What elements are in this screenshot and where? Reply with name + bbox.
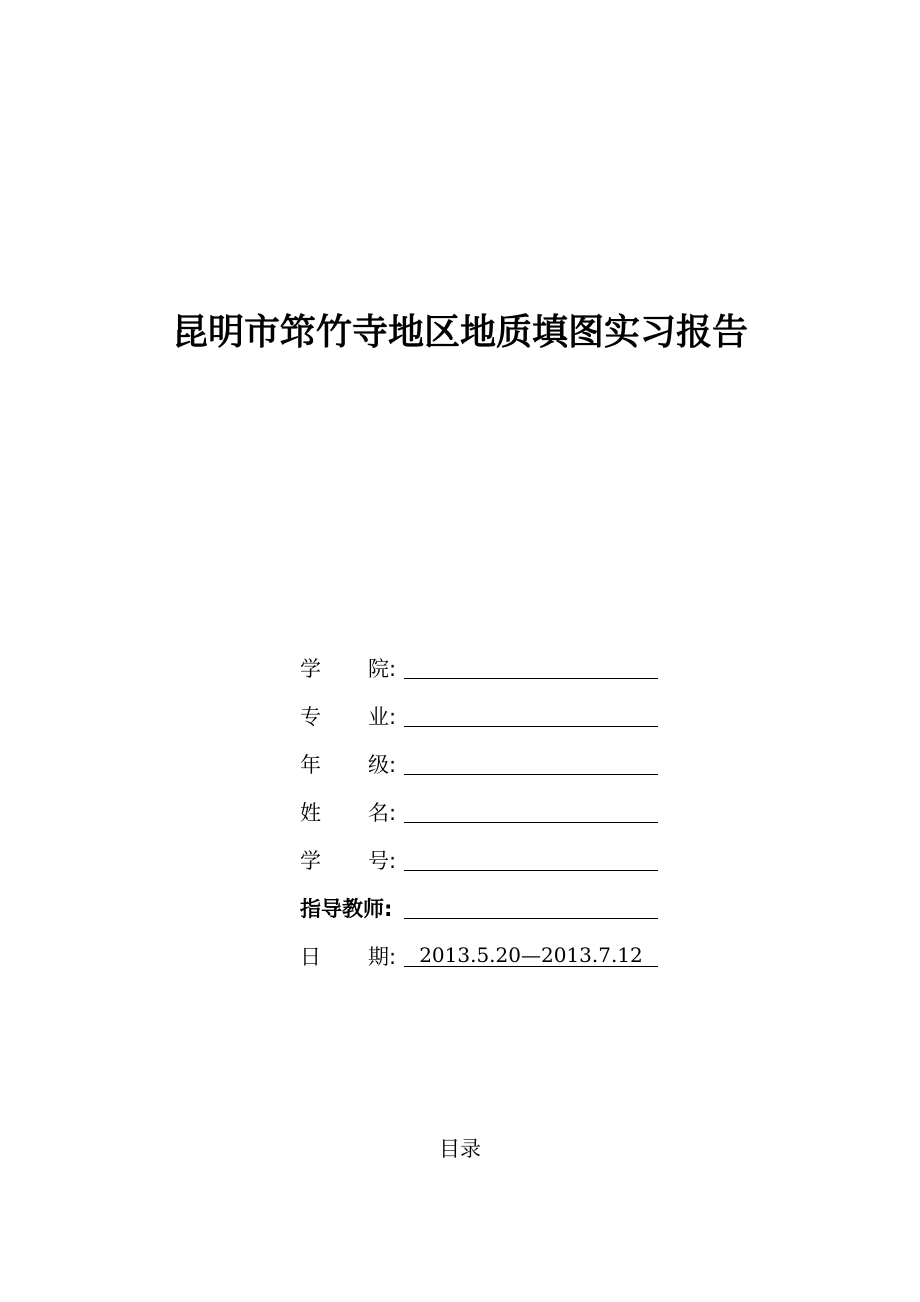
college-field[interactable]	[404, 654, 658, 679]
field-label-part-1: 姓	[300, 801, 321, 825]
field-label-part-1: 年	[300, 753, 321, 777]
field-label-part-1: 专	[300, 705, 321, 729]
field-label-part-2: 业:	[368, 705, 397, 729]
field-row-date	[298, 938, 660, 986]
cover-info-block	[298, 650, 668, 986]
field-label-part-2: 期:	[368, 945, 397, 969]
field-label-part-1: 学	[300, 849, 321, 873]
field-label	[298, 894, 402, 924]
field-label-part-2: 号:	[368, 849, 397, 873]
field-label-part-2: 级:	[368, 753, 397, 777]
field-row-major	[298, 698, 660, 746]
field-row-name	[298, 794, 660, 842]
field-label-part-1: 学	[300, 657, 321, 681]
field-label	[298, 942, 402, 972]
report-title: 昆明市筇竹寺地区地质填图实习报告	[171, 311, 748, 353]
field-label	[298, 798, 402, 828]
field-label-part-2: 院:	[368, 657, 397, 681]
name-field[interactable]	[404, 798, 658, 823]
advisor-field[interactable]	[404, 894, 658, 919]
field-row-college	[298, 650, 660, 698]
student-id-field[interactable]	[404, 846, 658, 871]
field-label	[298, 846, 402, 876]
major-field[interactable]	[404, 702, 658, 727]
field-row-grade	[298, 746, 660, 794]
field-label	[298, 702, 402, 732]
field-label	[298, 750, 402, 780]
field-label-part-1: 日	[300, 945, 321, 969]
field-row-student-id	[298, 842, 660, 890]
grade-field[interactable]	[404, 750, 658, 775]
field-label-full: 指导教师:	[300, 897, 393, 921]
field-label-part-2: 名:	[368, 801, 397, 825]
toc-heading: 目录	[439, 1137, 481, 1161]
field-row-advisor	[298, 890, 660, 938]
date-field[interactable]: 2013.5.20—2013.7.12	[404, 942, 658, 967]
field-label	[298, 654, 402, 684]
